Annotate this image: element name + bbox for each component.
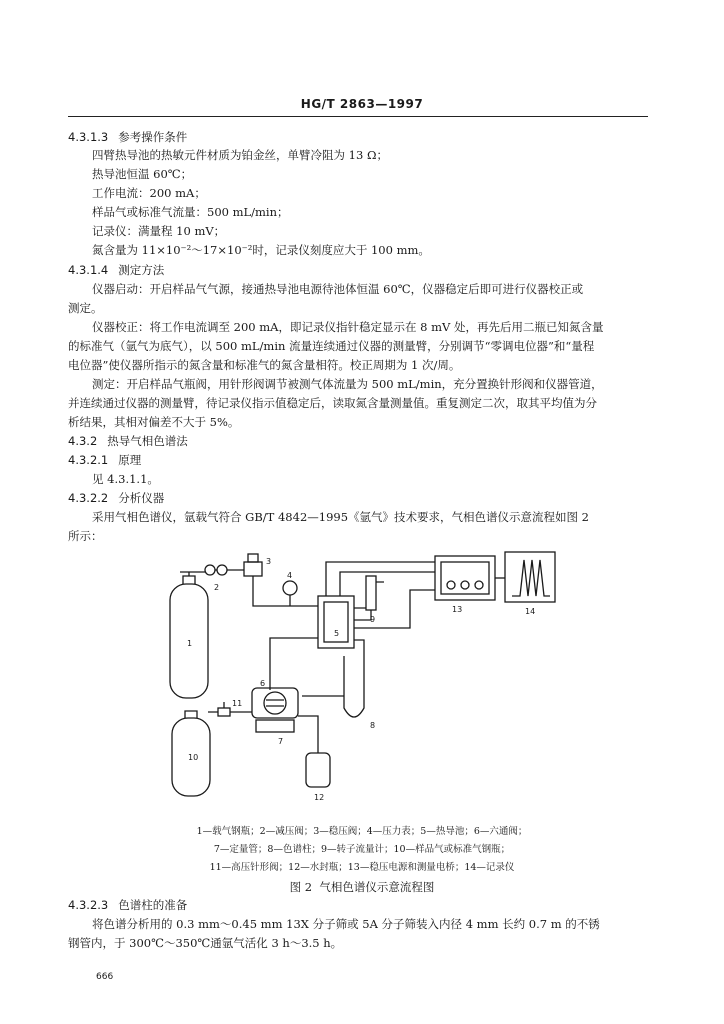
heading-4-3-1-4 [68, 261, 164, 279]
cylinder-neck [183, 576, 195, 584]
needle-valve-shape [218, 708, 230, 716]
section-title: 原理 [118, 453, 142, 467]
figure-label-7: 7 [278, 737, 284, 746]
figure-legend-line: 11—高压针形阀；12—水封瓶；13—稳压电源和测量电桥；14—记录仪 [209, 862, 515, 873]
figure-label-5: 5 [334, 629, 340, 638]
figure-label-11: 11 [232, 699, 243, 708]
paragraph-line: 热导池恒温 60℃； [92, 167, 193, 181]
figure-label-13: 13 [452, 605, 463, 614]
pipe [326, 562, 435, 596]
heading-4-3-2-1 [68, 451, 141, 469]
cylinder-neck [185, 711, 197, 718]
figure-label-12: 12 [314, 793, 325, 802]
section-title: 热导气相色谱法 [107, 434, 188, 448]
section-number: 4.3.2 [68, 434, 98, 448]
figure-label-1: 1 [187, 639, 193, 648]
paragraph-line: 测定：开启样品气瓶阀，用针形阀调节被测气体流量为 500 mL/min，充分置换针形阀和仪器管道， [92, 377, 603, 391]
section-number: 4.3.2.3 [68, 898, 109, 912]
reducing-valve-gauge [217, 565, 227, 575]
paragraph-line: 采用气相色谱仪，氩载气符合 GB/T 4842—1995《氩气》技术要求，气相色谱仪示意流程如图 2 [92, 510, 589, 524]
paragraph-line: 并连续通过仪器的测量臂，待记录仪指示值稳定后，读取氮含量测量值。重复测定二次，取其平均值为分 [68, 396, 597, 410]
heading-4-3-2-3 [68, 896, 187, 914]
paragraph-line: 测定。 [68, 301, 103, 315]
section-title: 参考操作条件 [118, 130, 188, 144]
figure-label-3: 3 [266, 557, 272, 566]
paragraph-line: 将色谱分析用的 0.3 mm～0.45 mm 13X 分子筛或 5A 分子筛装入内径 4 mm 长约 0.7 m 的不锈 [92, 917, 600, 931]
paragraph-line: 工作电流：200 mA； [92, 186, 206, 200]
paragraph-line: 记录仪：满量程 10 mV； [92, 224, 226, 238]
pressure-stabilizer-knob [248, 554, 258, 562]
figure-label-2: 2 [214, 583, 220, 592]
bridge-dial [461, 581, 469, 589]
pipe [354, 582, 384, 620]
section-title: 色谱柱的准备 [118, 898, 188, 912]
page-header: HG/T 2863—1997 [300, 97, 424, 111]
pipe [298, 716, 318, 753]
six-way-valve-rotor [264, 692, 286, 714]
pipe [270, 638, 318, 690]
figure-label-6: 6 [260, 679, 266, 688]
figure-label-4: 4 [287, 571, 293, 580]
rotameter-shape [366, 576, 376, 610]
section-title: 分析仪器 [118, 491, 165, 505]
paragraph-line: 钢管内，于 300℃～350℃通氩气活化 3 h～3.5 h。 [68, 936, 343, 950]
paragraph-line: 所示： [68, 529, 103, 543]
figure-title: 气相色谱仪示意流程图 [319, 880, 435, 894]
section-title: 测定方法 [118, 263, 165, 277]
figure-caption [0, 879, 724, 895]
figure-number: 图 2 [289, 880, 313, 894]
figure-label-8: 8 [370, 721, 376, 730]
paragraph-line: 析结果，其相对偏差不大于 5%。 [68, 415, 240, 429]
pressure-gauge-shape [283, 581, 297, 595]
section-number: 4.3.1.3 [68, 130, 109, 144]
bridge-dial [475, 581, 483, 589]
paragraph-line: 仪器校正：将工作电流调至 200 mA，即记录仪指针稳定显示在 8 mV 处，再先后用二瓶已知氮含量 [92, 320, 604, 334]
paragraph-line: 样品气或标准气流量：500 mL/min； [92, 205, 289, 219]
figure-label-9: 9 [370, 615, 376, 624]
pressure-stabilizer-shape [244, 562, 262, 576]
water-seal-bottle-shape [306, 753, 330, 787]
section-number: 4.3.1.4 [68, 263, 109, 277]
paragraph-line: 四臂热导池的热敏元件材质为铂金丝，单臂冷阻为 13 Ω； [92, 148, 388, 162]
chromatography-column-shape [344, 640, 364, 717]
figure-legend-line: 1—载气钢瓶；2—减压阀；3—稳压阀；4—压力表；5—热导池；6—六通阀； [196, 826, 528, 837]
page-number: 666 [96, 972, 114, 982]
chromatogram-peaks [512, 560, 550, 596]
figure-label-14: 14 [525, 607, 536, 616]
bridge-dial [447, 581, 455, 589]
figure-label-10: 10 [188, 753, 199, 762]
section-number: 4.3.2.1 [68, 453, 109, 467]
sample-loop-shape [256, 720, 294, 732]
paragraph-line: 的标准气（氩气为底气），以 500 mL/min 流量连续通过仪器的测量臂，分别调节“零调电位器”和“量程 [68, 339, 595, 353]
section-number: 4.3.2.2 [68, 491, 109, 505]
gc-flow-diagram [160, 548, 580, 810]
reducing-valve-gauge [205, 565, 215, 575]
paragraph-line: 见 4.3.1.1。 [92, 472, 159, 486]
header-rule [68, 116, 648, 117]
paragraph-line: 仪器启动：开启样品气气源，接通热导池电源待池体恒温 60℃，仪器稳定后即可进行仪器校正或 [92, 282, 584, 296]
paragraph-line: 氮含量为 11×10⁻²～17×10⁻²时，记录仪刻度应大于 100 mm。 [92, 243, 430, 257]
paragraph-line: 电位器”使仪器所指示的氮含量和标准气的氮含量相符。校正周期为 1 次/周。 [68, 358, 461, 372]
pipe [253, 576, 318, 606]
heading-4-3-2 [68, 432, 188, 450]
heading-4-3-1-3 [68, 128, 187, 146]
heading-4-3-2-2 [68, 489, 164, 507]
figure-legend-line: 7—定量管；8—色谱柱；9—转子流量计；10—样品气或标准气钢瓶； [213, 844, 511, 855]
pipe [340, 572, 435, 596]
valve-passage [266, 700, 284, 706]
